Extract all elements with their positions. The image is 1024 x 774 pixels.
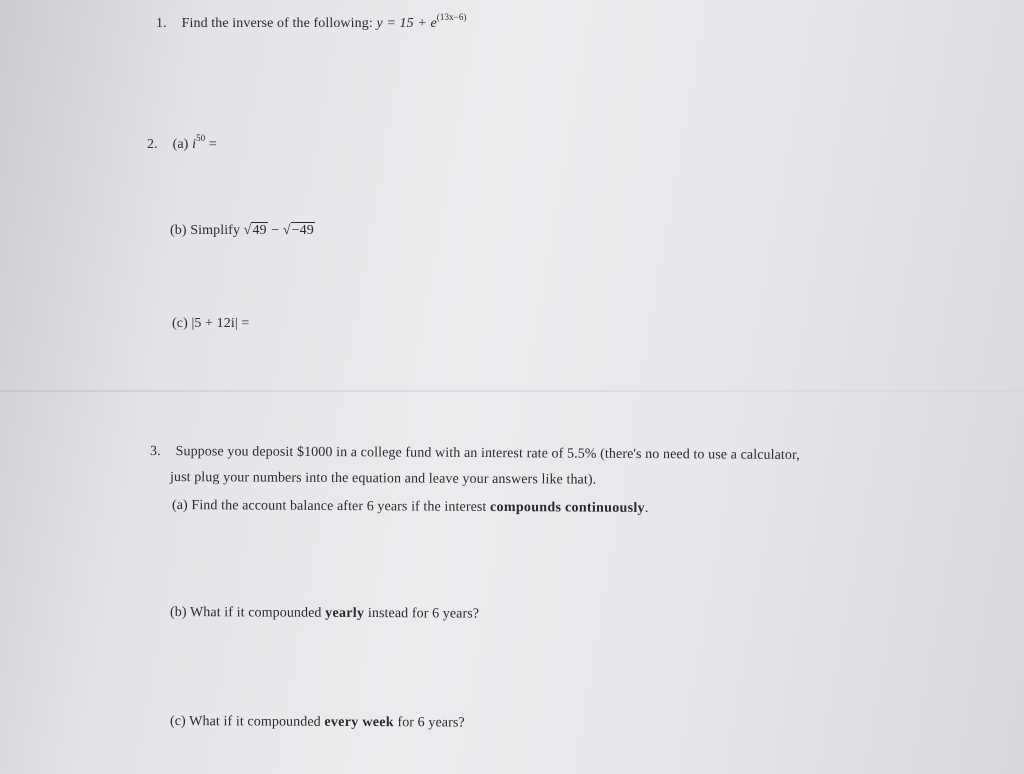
question-2a-equals: = bbox=[208, 137, 217, 152]
question-2a-base: i bbox=[192, 137, 197, 152]
question-3b: (b) What if it compounded yearly instead for 6 years? bbox=[169, 605, 480, 622]
question-3c-emphasis: every week bbox=[324, 714, 394, 731]
question-3a-emphasis: compounds continuously bbox=[490, 499, 645, 516]
paper-fold-line bbox=[0, 390, 1024, 392]
question-2a bbox=[147, 133, 217, 153]
question-3b-emphasis: yearly bbox=[325, 605, 365, 622]
question-3-line-1 bbox=[150, 444, 800, 464]
question-3b-text: What if it compounded bbox=[189, 605, 322, 621]
question-3b-label: (b) bbox=[169, 605, 187, 621]
question-3a: (a) Find the account balance after 6 years if the interest compounds continuously. bbox=[171, 498, 649, 516]
question-3-line-2: just plug your numbers into the equation and leave your answers like that). bbox=[169, 470, 597, 488]
question-2c-expression: |5 + 12i| = bbox=[191, 316, 250, 331]
question-3c-text: What if it compounded bbox=[189, 714, 321, 730]
question-2c bbox=[172, 316, 249, 332]
question-3a-label: (a) bbox=[171, 498, 188, 514]
sqrt-neg-49: √−49 bbox=[282, 223, 314, 238]
question-3a-text: Find the account balance after 6 years if the interest bbox=[191, 498, 487, 515]
question-2-number: 2. bbox=[147, 137, 158, 152]
question-2a-label: (a) bbox=[172, 137, 189, 152]
question-3c: (c) What if it compounded every week for 6 years? bbox=[169, 714, 465, 731]
question-2b-label: (b) bbox=[170, 223, 187, 238]
question-1-equation: y = 15 + e bbox=[376, 16, 437, 31]
question-3-number: 3. bbox=[149, 444, 161, 460]
question-1-number: 1. bbox=[156, 16, 167, 31]
question-1-exponent: (13x−6) bbox=[436, 12, 467, 22]
sqrt-49: √49 bbox=[243, 223, 267, 238]
question-3-text-line-1: Suppose you deposit $1000 in a college fund with an interest rate of 5.5% (there's no need to use a calculator, bbox=[175, 444, 800, 463]
question-2b bbox=[170, 223, 315, 239]
question-1-text: Find the inverse of the following: bbox=[181, 16, 373, 31]
question-2c-label: (c) bbox=[172, 316, 188, 331]
question-2b-minus: − bbox=[271, 223, 280, 238]
question-1 bbox=[156, 12, 467, 32]
question-2b-text: Simplify bbox=[190, 223, 241, 238]
question-3c-label: (c) bbox=[169, 714, 186, 730]
question-2a-exponent: 50 bbox=[196, 133, 206, 143]
